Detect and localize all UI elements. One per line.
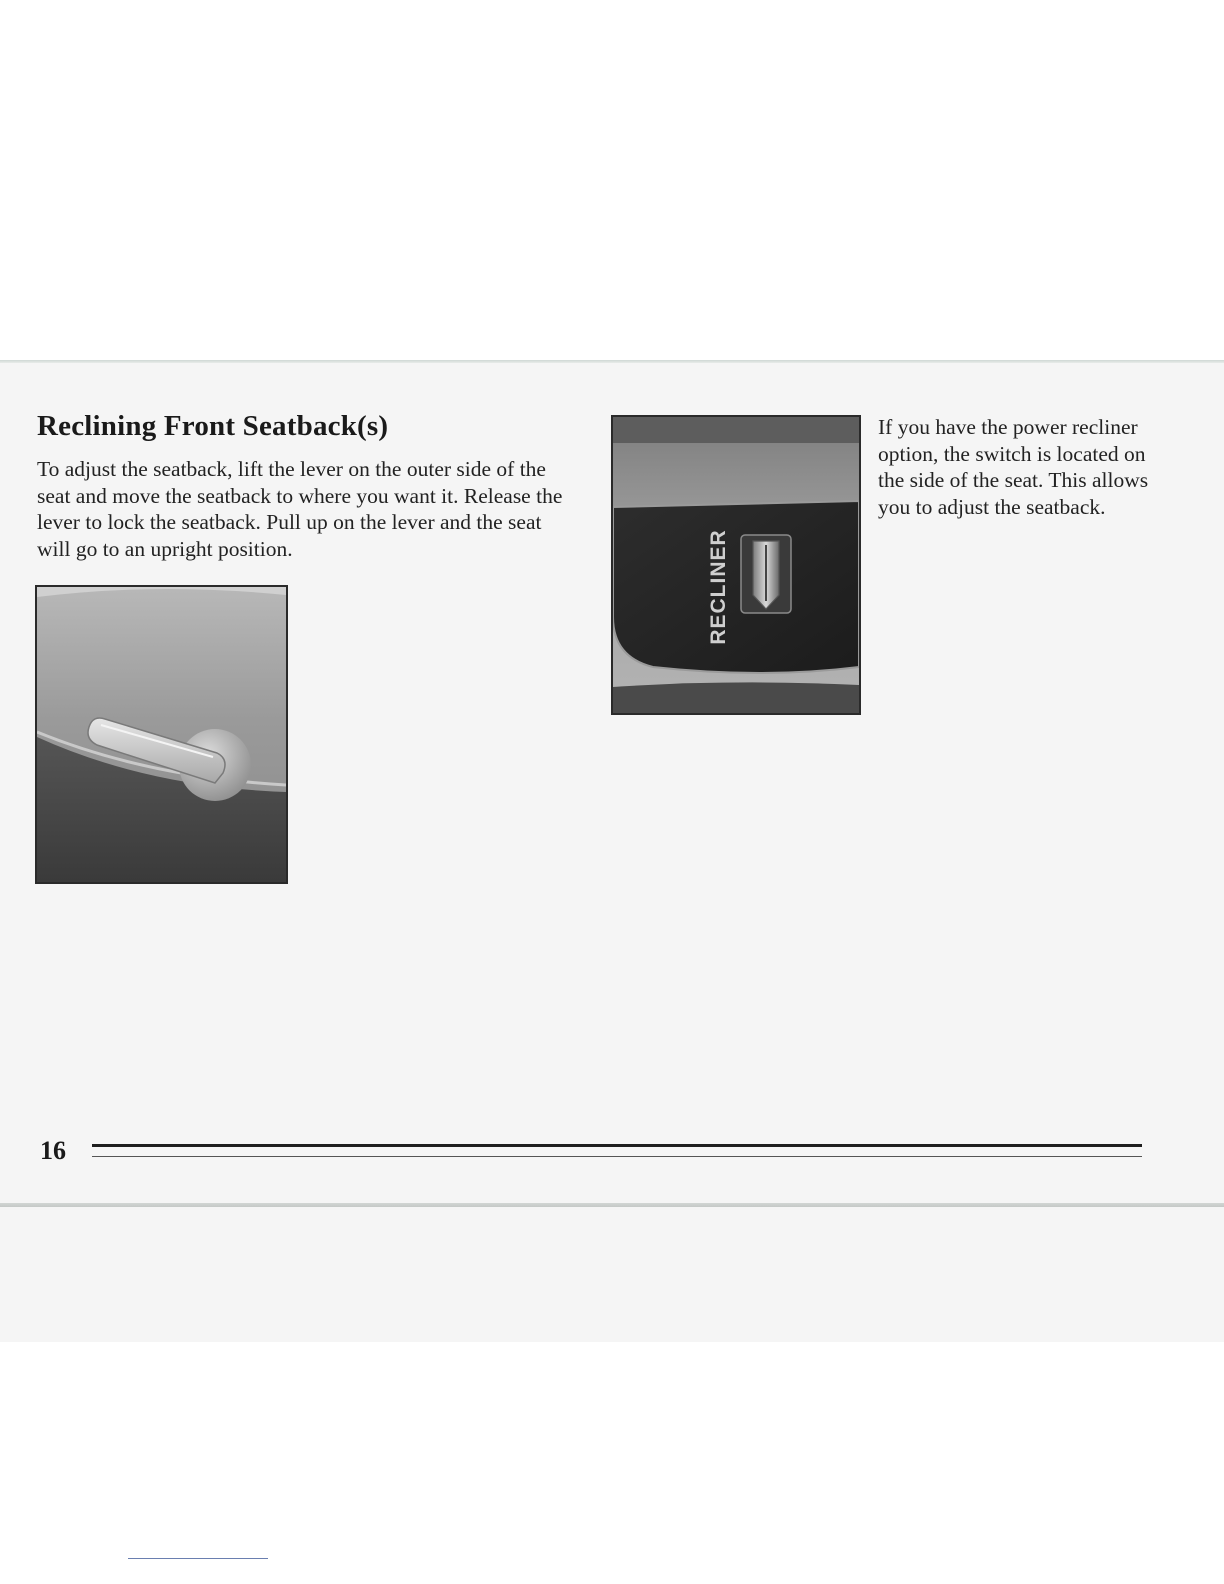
page-number: 16	[40, 1136, 66, 1165]
footer-rule-thick	[92, 1144, 1142, 1147]
power-recliner-text: If you have the power recliner option, the switch is located on the side of the seat. This allows you to adjust the seatback.	[878, 415, 1149, 519]
seat-lever-photo	[35, 585, 288, 884]
page-top-edge	[0, 360, 1224, 363]
recliner-switch-photo	[611, 415, 861, 715]
seatback-instructions: To adjust the seatback, lift the lever on the outer side of the seat and move the seatback to where you want it. Release the lever to lock the seatback. Pull up on the lever and the seat will go to an upright position.	[37, 457, 563, 561]
page-bottom-edge	[0, 1203, 1224, 1207]
stray-link-underline	[128, 1558, 268, 1559]
section-heading: Reclining Front Seatback(s)	[37, 410, 389, 442]
footer-rule-thin	[92, 1156, 1142, 1157]
recliner-switch-label: RECLINER	[707, 529, 730, 645]
